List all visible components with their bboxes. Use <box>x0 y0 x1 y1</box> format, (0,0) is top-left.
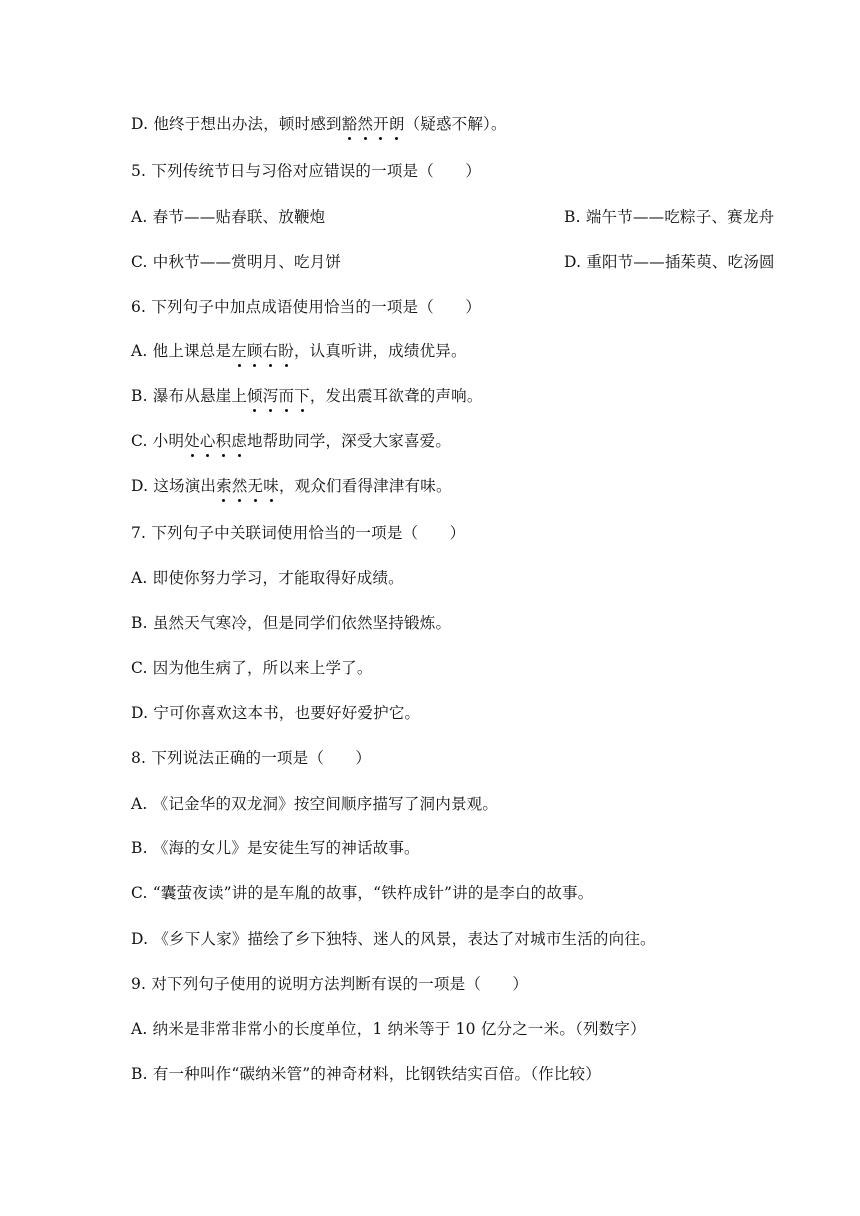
q7-option-d: D. 宁可你喜欢这本书，也要好好爱护它。 <box>131 704 421 722</box>
q8-option-b: B. 《海的女儿》是安徒生写的神话故事。 <box>131 839 420 857</box>
q5-option-c: C. 中秋节——赏明月、吃月饼 <box>131 253 342 271</box>
q6a-emph-4: 盼 <box>278 342 294 360</box>
q4d-suffix: （疑惑不解）。 <box>404 115 507 133</box>
q6a-emph-3: 右 <box>262 342 279 360</box>
q6d-emph-1: 索 <box>216 477 232 495</box>
q6a-emph-1: 左 <box>231 342 247 360</box>
q5-row-1 <box>131 207 775 227</box>
q5-option-b: B. 端午节——吃粽子、赛龙舟 <box>564 208 775 226</box>
question-8: 8. 下列说法正确的一项是（ ） <box>131 749 372 767</box>
q6c-emph-4: 虑 <box>231 432 247 450</box>
q7-option-c: C. 因为他生病了，所以来上学了。 <box>131 659 373 677</box>
q6d-emph-4: 味 <box>263 477 279 495</box>
q6a-suffix: ，认真听讲，成绩优异。 <box>293 342 467 360</box>
q6b-emph-3: 而 <box>278 387 295 405</box>
q5-row-2 <box>131 252 775 272</box>
q6d-prefix: D. 这场演出 <box>131 477 217 495</box>
q9-option-b: B. 有一种叫作“碳纳米管”的神奇材料，比钢铁结实百倍。（作比较） <box>131 1065 601 1083</box>
q6b-suffix: ，发出震耳欲聋的声响。 <box>309 387 483 405</box>
q8-option-a: A. 《记金华的双龙洞》按空间顺序描写了洞内景观。 <box>131 795 499 813</box>
q6b-emph-2: 泻 <box>262 387 279 405</box>
q6a-prefix: A. 他上课总是 <box>131 342 232 360</box>
question-9: 9. 对下列句子使用的说明方法判断有误的一项是（ ） <box>131 975 529 993</box>
q4d-emph-2: 然 <box>357 115 374 133</box>
q6-option-b <box>131 386 483 406</box>
q6b-emph-4: 下 <box>294 387 310 405</box>
q6b-emph-1: 倾 <box>247 387 263 405</box>
q6d-emph-2: 然 <box>231 477 248 495</box>
question-6: 6. 下列句子中加点成语使用恰当的一项是（ ） <box>131 298 482 316</box>
q9-option-a: A. 纳米是非常非常小的长度单位，1 纳米等于 10 亿分之一米。（列数字） <box>131 1020 646 1038</box>
q4d-emph-4: 朗 <box>388 115 405 133</box>
q5-option-a: A. 春节——贴春联、放鞭炮 <box>131 208 326 226</box>
q6b-prefix: B. 瀑布从悬崖上 <box>131 387 248 405</box>
question-5: 5. 下列传统节日与习俗对应错误的一项是（ ） <box>131 162 482 180</box>
q4-option-d <box>131 114 507 134</box>
q6-option-d <box>131 476 452 496</box>
question-7: 7. 下列句子中关联词使用恰当的一项是（ ） <box>131 524 466 542</box>
q5-option-d: D. 重阳节——插茱萸、吃汤圆 <box>564 253 775 271</box>
q8-option-c: C. “囊萤夜读”讲的是车胤的故事，“铁杵成针”讲的是李白的故事。 <box>131 884 594 902</box>
q4d-emph-3: 开 <box>373 115 389 133</box>
q8-option-d: D. 《乡下人家》描绘了乡下独特、迷人的风景，表达了对城市生活的向往。 <box>131 930 656 948</box>
q7-option-a: A. 即使你努力学习，才能取得好成绩。 <box>131 569 404 587</box>
q6c-emph-1: 处 <box>184 432 200 450</box>
q6-option-a <box>131 341 467 361</box>
q4d-emph-1: 豁 <box>341 115 358 133</box>
q6d-suffix: ，观众们看得津津有味。 <box>278 477 452 495</box>
q6d-emph-3: 无 <box>247 477 264 495</box>
q4d-prefix: D. 他终于想出办法，顿时感到 <box>131 115 342 133</box>
q7-option-b: B. 虽然天气寒冷，但是同学们依然坚持锻炼。 <box>131 614 452 632</box>
q6c-emph-3: 积 <box>215 432 232 450</box>
q6a-emph-2: 顾 <box>246 342 263 360</box>
q6c-prefix: C. 小明 <box>131 432 185 450</box>
q6-option-c <box>131 431 451 451</box>
q6c-suffix: 地帮助同学，深受大家喜爱。 <box>246 432 452 450</box>
q6c-emph-2: 心 <box>199 432 216 450</box>
